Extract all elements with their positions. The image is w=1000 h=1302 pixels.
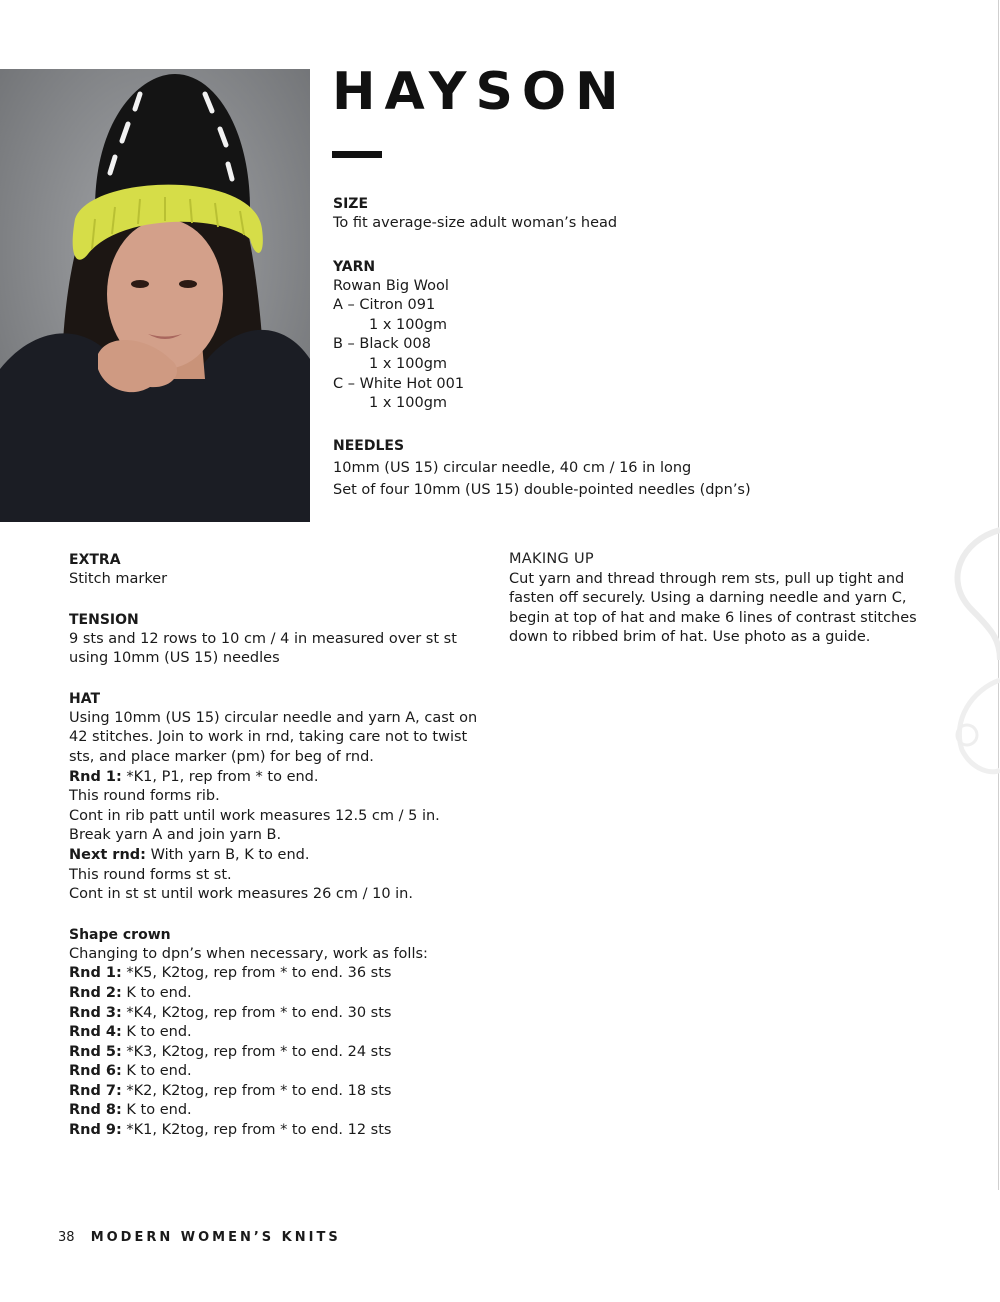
making-up-line: begin at top of hat and make 6 lines of contrast stitches bbox=[509, 609, 917, 626]
round-label: Rnd 1: bbox=[69, 768, 122, 785]
yarn-item-label: A – Citron 091 bbox=[333, 297, 436, 314]
making-up-line: down to ribbed brim of hat. Use photo as a guide. bbox=[509, 629, 871, 646]
crown-round bbox=[69, 1004, 499, 1024]
round-text: *K3, K2tog, rep from * to end. 24 sts bbox=[121, 1043, 392, 1060]
round-text: *K1, P1, rep from * to end. bbox=[121, 768, 319, 785]
hat-next-round bbox=[69, 846, 499, 866]
size-header: SIZE bbox=[333, 196, 369, 212]
making-up-line: Cut yarn and thread through rem sts, pull up tight and bbox=[509, 570, 905, 587]
hat-intro-line: sts, and place marker (pm) for beg of rnd. bbox=[69, 748, 374, 765]
round-text: *K1, K2tog, rep from * to end. 12 sts bbox=[121, 1122, 392, 1139]
running-title: MODERN WOMEN’S KNITS bbox=[90, 1230, 341, 1245]
tension-line: using 10mm (US 15) needles bbox=[69, 650, 280, 667]
round-label: Rnd 8: bbox=[69, 1102, 122, 1119]
crown-round bbox=[69, 1101, 499, 1121]
round-label: Rnd 1: bbox=[69, 965, 122, 982]
hat-header: HAT bbox=[69, 690, 101, 707]
crown-round bbox=[69, 1121, 499, 1141]
round-text: *K2, K2tog, rep from * to end. 18 sts bbox=[121, 1082, 392, 1099]
page-number: 38 bbox=[58, 1230, 75, 1245]
size-text: To fit average-size adult woman’s head bbox=[333, 215, 618, 231]
crown-round bbox=[69, 1043, 499, 1063]
instructions-section bbox=[69, 550, 499, 1141]
round-text: *K5, K2tog, rep from * to end. 36 sts bbox=[121, 965, 392, 982]
round-label: Rnd 2: bbox=[69, 984, 122, 1001]
round-text: K to end. bbox=[121, 1024, 192, 1041]
crown-round bbox=[69, 1062, 499, 1082]
title-rule bbox=[332, 151, 382, 158]
round-label: Rnd 3: bbox=[69, 1004, 122, 1021]
yarn-item-amount: 1 x 100gm bbox=[369, 395, 448, 412]
model-photo bbox=[0, 69, 310, 522]
hat-end-line: This round forms st st. bbox=[69, 866, 232, 883]
yarn-item-label: B – Black 008 bbox=[333, 336, 431, 353]
needles-line: 10mm (US 15) circular needle, 40 cm / 16 in long bbox=[333, 459, 692, 476]
needles-line: Set of four 10mm (US 15) double-pointed needles (dpn’s) bbox=[333, 482, 751, 499]
making-up-section bbox=[509, 550, 939, 648]
yarn-header: YARN bbox=[333, 258, 376, 275]
round-text: With yarn B, K to end. bbox=[145, 846, 310, 863]
round-label: Rnd 7: bbox=[69, 1082, 122, 1099]
crown-round bbox=[69, 964, 499, 984]
shape-crown-intro: Changing to dpn’s when necessary, work as folls: bbox=[69, 945, 428, 962]
model-wearing-hat-illustration bbox=[0, 69, 310, 522]
hat-rib-line: Cont in rib patt until work measures 12.5 cm / 5 in. bbox=[69, 807, 440, 824]
crown-round bbox=[69, 1023, 499, 1043]
round-label: Rnd 4: bbox=[69, 1024, 122, 1041]
crown-round bbox=[69, 1082, 499, 1102]
pattern-title: HAYSON bbox=[332, 62, 628, 122]
yarn-brand: Rowan Big Wool bbox=[333, 277, 449, 294]
yarn-item-amount: 1 x 100gm bbox=[369, 355, 448, 372]
making-up-line: fasten off securely. Using a darning needle and yarn C, bbox=[509, 590, 907, 607]
tension-header: TENSION bbox=[69, 611, 139, 628]
hat-rib-line: Break yarn A and join yarn B. bbox=[69, 827, 282, 844]
round-label: Next rnd: bbox=[69, 846, 146, 863]
round-text: K to end. bbox=[121, 984, 192, 1001]
page-footer bbox=[58, 1229, 341, 1247]
hat-rib-line: This round forms rib. bbox=[69, 788, 220, 805]
hat-intro-line: 42 stitches. Join to work in rnd, taking care not to twist bbox=[69, 729, 468, 746]
round-text: K to end. bbox=[121, 1102, 192, 1119]
round-text: K to end. bbox=[121, 1063, 192, 1080]
extra-header: EXTRA bbox=[69, 552, 121, 568]
round-label: Rnd 6: bbox=[69, 1063, 122, 1080]
round-text: *K4, K2tog, rep from * to end. 30 sts bbox=[121, 1004, 392, 1021]
round-label: Rnd 5: bbox=[69, 1043, 122, 1060]
crown-round bbox=[69, 984, 499, 1004]
hat-end-line: Cont in st st until work measures 26 cm / 10 in. bbox=[69, 886, 413, 903]
extra-text: Stitch marker bbox=[69, 571, 168, 587]
hat-round-1 bbox=[69, 768, 499, 788]
making-up-header: MAKING UP bbox=[509, 551, 594, 567]
round-label: Rnd 9: bbox=[69, 1122, 122, 1139]
shape-crown-header: Shape crown bbox=[69, 926, 171, 943]
yarn-item-label: C – White Hot 001 bbox=[333, 375, 465, 392]
yarn-item-amount: 1 x 100gm bbox=[369, 316, 448, 333]
needles-header: NEEDLES bbox=[333, 437, 405, 454]
materials-section bbox=[333, 194, 793, 501]
tension-line: 9 sts and 12 rows to 10 cm / 4 in measured over st st bbox=[69, 630, 457, 647]
hat-intro-line: Using 10mm (US 15) circular needle and yarn A, cast on bbox=[69, 709, 478, 726]
